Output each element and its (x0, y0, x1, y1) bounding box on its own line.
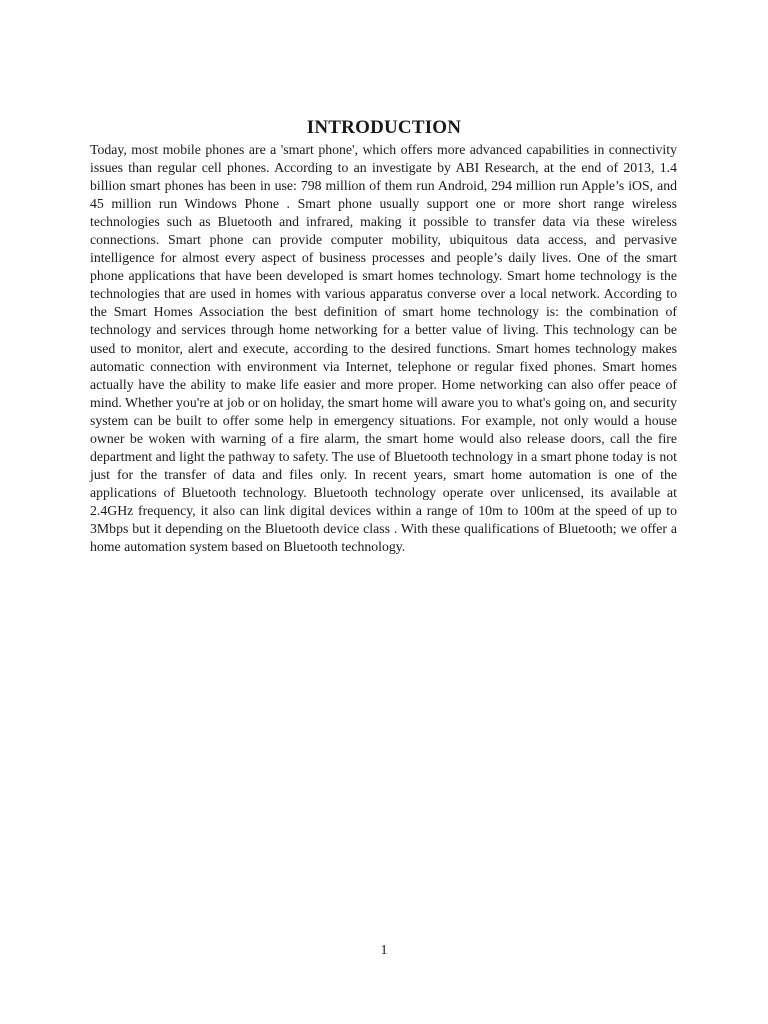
introduction-paragraph: Today, most mobile phones are a 'smart phone', which offers more advanced capabilities in connectivity issues than regular cell phones. According to an investigate by ABI Research, at the end of 2013, 1.4 billion smart phones has been in use: 798 million of them run Android, 294 million run Apple’s iOS, and 45 million run Windows Phone . Smart phone usually support one or more short range wireless technologies such as Bluetooth and infrared, making it possible to transfer data via these wireless connections. Smart phone can provide computer mobility, ubiquitous data access, and pervasive intelligence for almost every aspect of business processes and people’s daily lives. One of the smart phone applications that have been developed is smart homes technology. Smart home technology is the technologies that are used in homes with various apparatus converse over a local network. According to the Smart Homes Association the best definition of smart home technology is: the combination of technology and services through home networking for a better value of living. This technology can be used to monitor, alert and execute, according to the desired functions. Smart homes technology makes automatic connection with environment via Internet, telephone or regular fixed phones. Smart homes actually have the ability to make life easier and more proper. Home networking can also offer peace of mind. Whether you're at job or on holiday, the smart home will aware you to what's going on, and security system can be built to offer some help in emergency situations. For example, not only would a house owner be woken with warning of a fire alarm, the smart home would also release doors, call the fire department and light the pathway to safety. The use of Bluetooth technology in a smart phone today is not just for the transfer of data and files only. In recent years, smart home automation is one of the applications of Bluetooth technology. Bluetooth technology operate over unlicensed, its available at 2.4GHz frequency, it also can link digital devices within a range of 10m to 100m at the speed of up to 3Mbps but it depending on the Bluetooth device class . With these qualifications of Bluetooth; we offer a home automation system based on Bluetooth technology. (90, 142, 677, 555)
page-number: 1 (380, 943, 388, 958)
section-title: INTRODUCTION (306, 117, 462, 138)
